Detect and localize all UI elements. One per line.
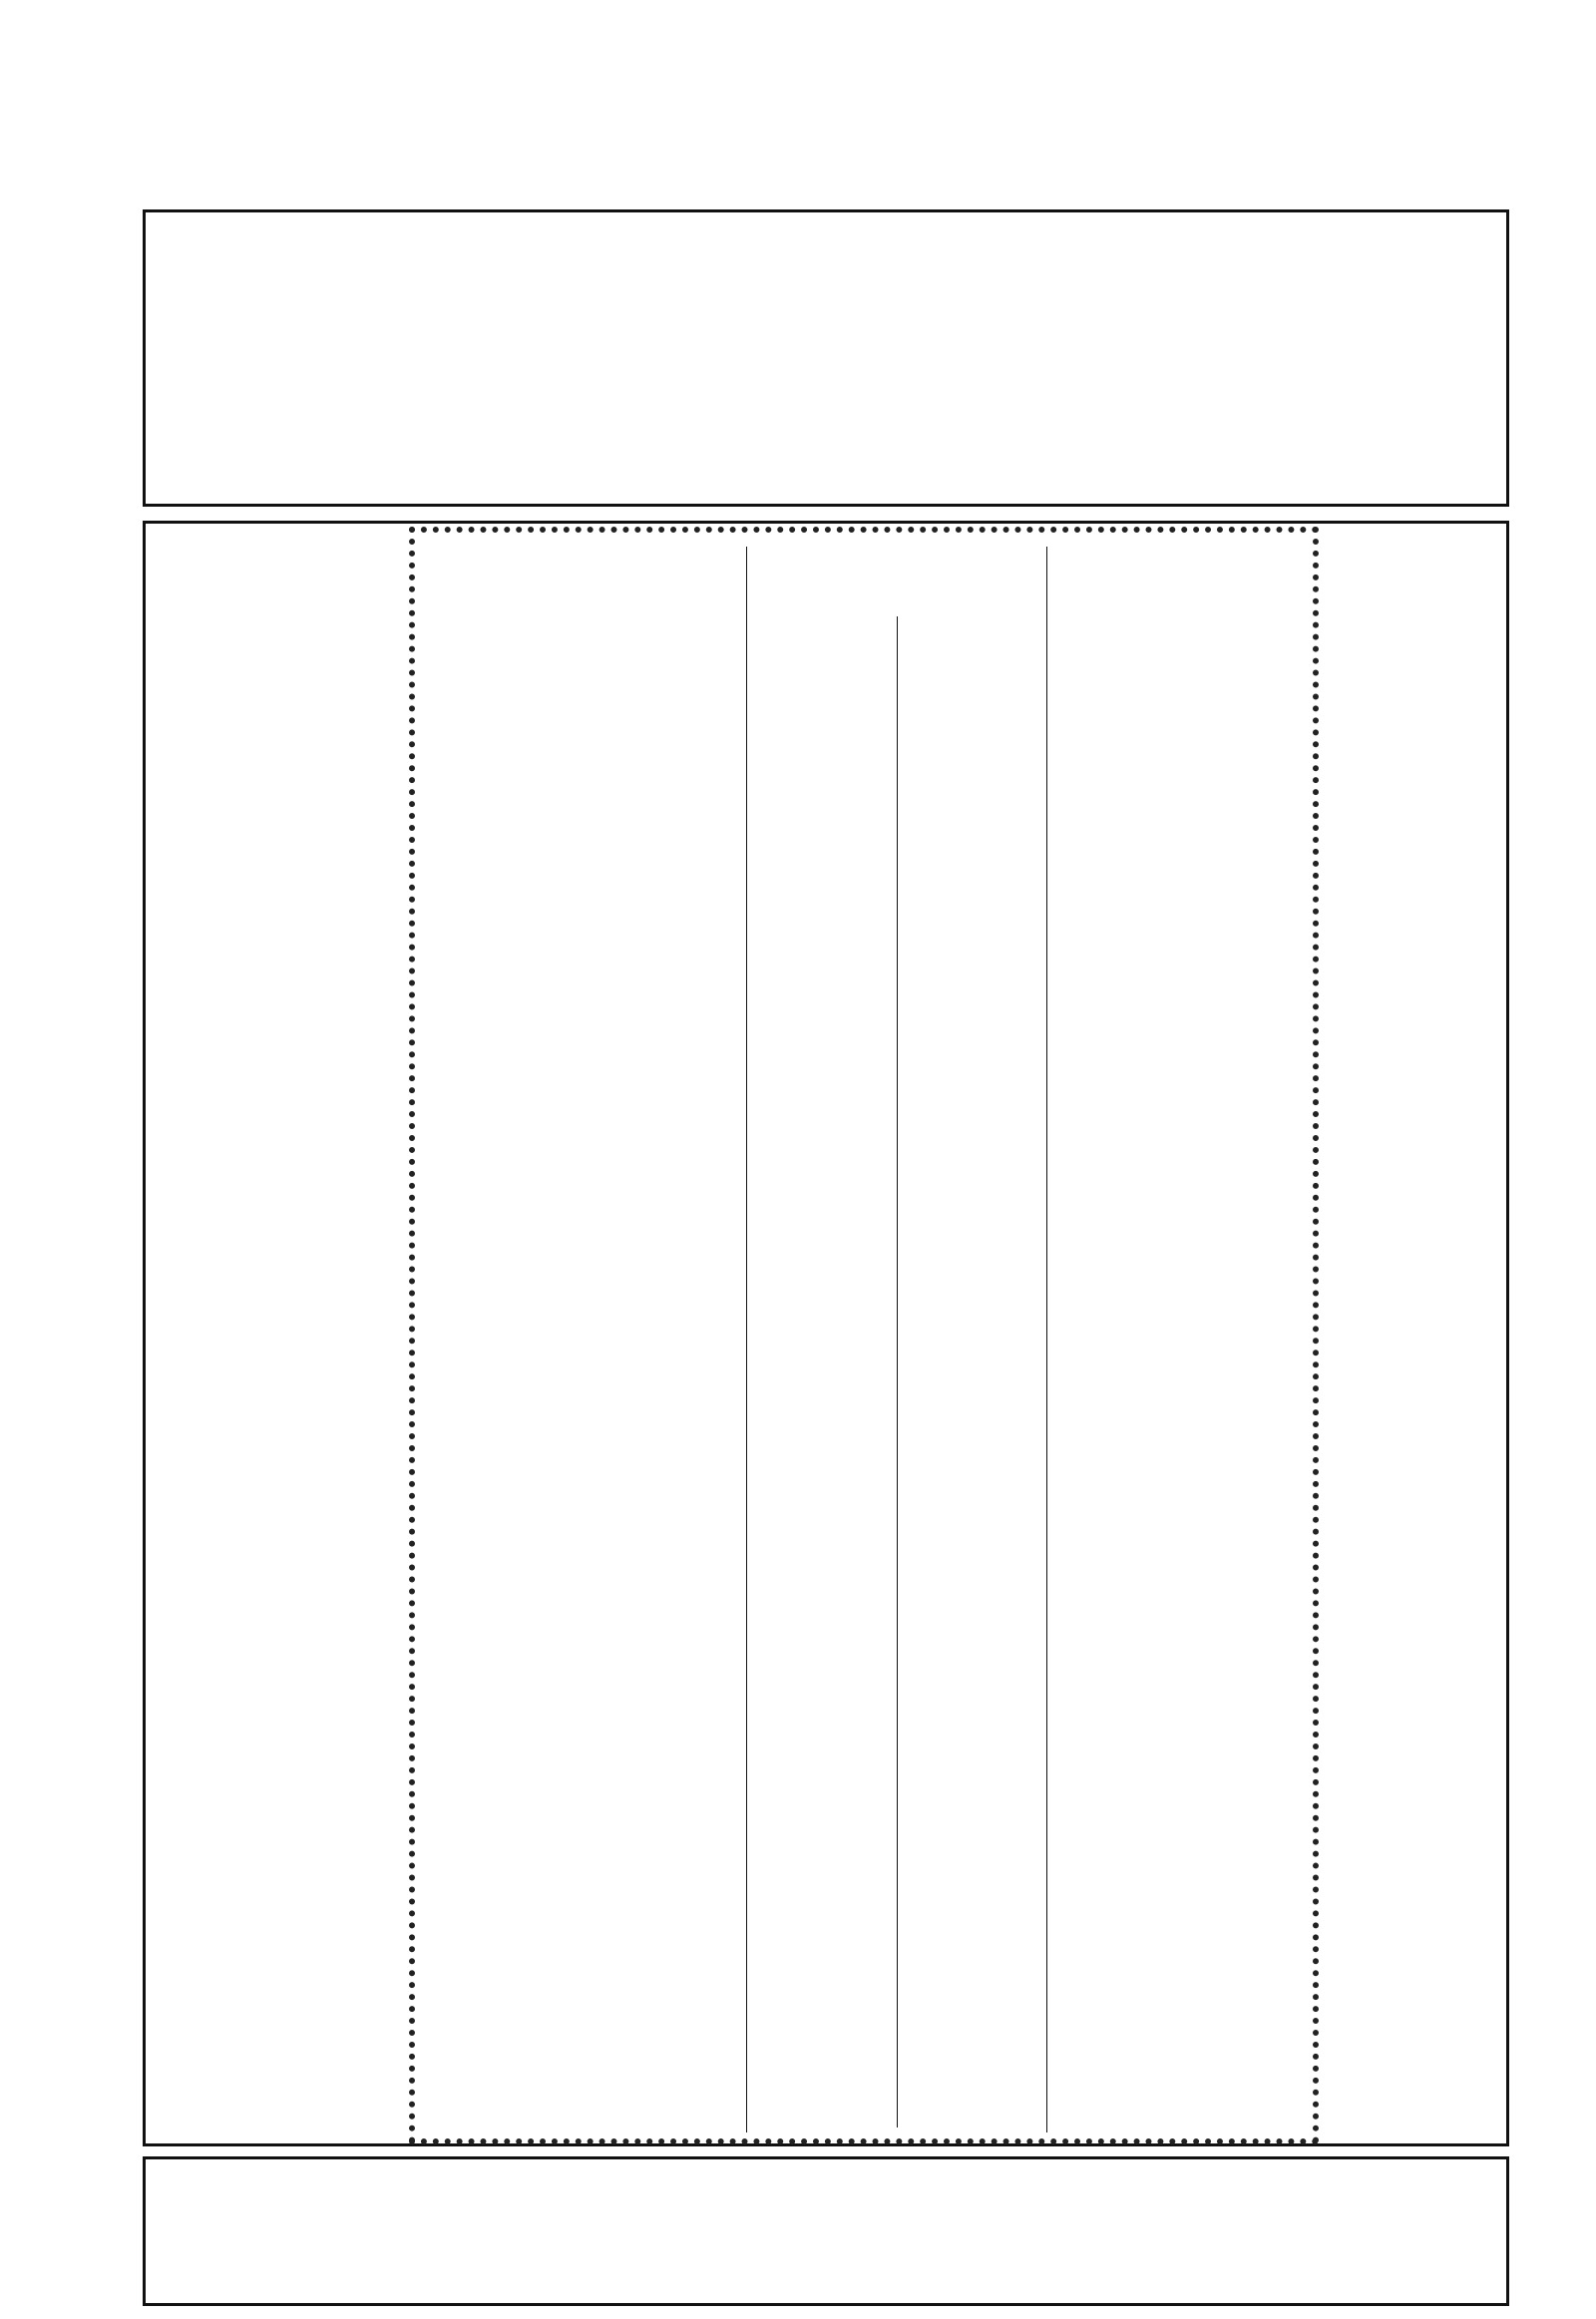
page-banner [145, 140, 1506, 201]
anecdotes-column-2 [905, 549, 1042, 2129]
anecdotes-column-1 [751, 618, 889, 2129]
anecdotes-column-divider [897, 616, 898, 2127]
anecdotes-block [746, 547, 1047, 2132]
bottom-row-frame [143, 2156, 1509, 2306]
top-row-frame [143, 209, 1509, 507]
